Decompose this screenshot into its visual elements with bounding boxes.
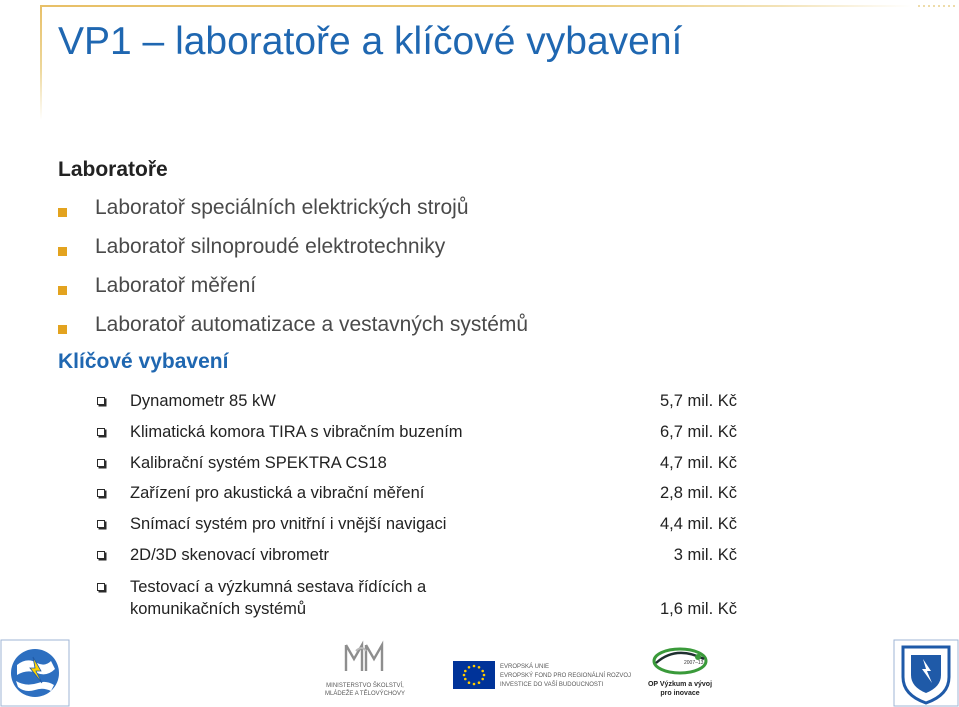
equipment-name: Klimatická komora TIRA s vibračním buzením [130, 423, 463, 441]
checkbox-bullet-icon [97, 583, 105, 591]
globe-logo-icon [0, 639, 70, 707]
equipment-name [130, 576, 426, 620]
equipment-price: 4,4 mil. Kč [659, 515, 737, 533]
checkbox-bullet-icon [97, 397, 105, 405]
equipment-name: 2D/3D skenovací vibrometr [130, 546, 329, 564]
lab-item [58, 196, 758, 226]
footer-logos [0, 637, 959, 707]
square-bullet-icon [58, 247, 67, 256]
square-bullet-icon [58, 286, 67, 295]
slide-title: VP1 – laboratoře a klíčové vybavení [58, 20, 683, 63]
equipment-name: Kalibrační systém SPEKTRA CS18 [130, 454, 387, 472]
msmt-logo-icon [318, 641, 413, 703]
op-vavpi-logo-icon [640, 641, 720, 703]
lab-item-label: Laboratoř silnoproudé elektrotechniky [95, 235, 446, 258]
square-bullet-icon [58, 325, 67, 334]
frame-top-dots [918, 5, 958, 7]
square-bullet-icon [58, 208, 67, 217]
equipment-name: Dynamometr 85 kW [130, 392, 276, 410]
equipment-name-line1: Testovací a výzkumná sestava řídících a [130, 578, 427, 596]
checkbox-bullet-icon [97, 551, 105, 559]
university-logo-icon [893, 639, 959, 707]
equipment-price: 4,7 mil. Kč [659, 454, 737, 472]
frame-top-line [40, 5, 912, 7]
checkbox-bullet-icon [97, 489, 105, 497]
eu-line1: EVROPSKÁ UNIE [500, 664, 550, 670]
lab-item-label: Laboratoř automatizace a vestavných systémů [95, 313, 529, 336]
equipment-price: 6,7 mil. Kč [659, 423, 737, 441]
checkbox-bullet-icon [97, 520, 105, 528]
eu-line3: INVESTICE DO VAŠÍ BUDOUCNOSTI [500, 682, 604, 688]
op-line2: pro inovace [660, 690, 700, 697]
eu-line2: EVROPSKÝ FOND PRO REGIONÁLNÍ ROZVOJ [500, 673, 632, 679]
msmt-line2: MLÁDEŽE A TĚLOVÝCHOVY [325, 691, 405, 697]
lab-item [58, 313, 758, 343]
checkbox-bullet-icon [97, 428, 105, 436]
labs-heading: Laboratoře [58, 158, 168, 181]
op-badge: 2007–13 [684, 660, 704, 666]
equipment-price: 3 mil. Kč [673, 546, 737, 564]
equipment-price: 5,7 mil. Kč [659, 392, 737, 410]
equipment-name: Snímací systém pro vnitřní i vnější navigaci [130, 515, 447, 533]
checkbox-bullet-icon [97, 459, 105, 467]
equipment-price: 1,6 mil. Kč [659, 600, 737, 618]
equipment-name-line2: komunikačních systémů [130, 600, 307, 618]
equipment-price: 2,8 mil. Kč [659, 484, 737, 502]
lab-item [58, 274, 758, 304]
frame-left-line [40, 5, 42, 120]
equipment-name: Zařízení pro akustická a vibrační měření [130, 484, 425, 502]
eu-logo-icon [453, 657, 632, 693]
lab-item [58, 235, 758, 265]
msmt-line1: MINISTERSTVO ŠKOLSTVÍ, [326, 683, 404, 689]
equipment-heading: Klíčové vybavení [58, 350, 229, 373]
lab-item-label: Laboratoř speciálních elektrických strojů [95, 196, 469, 219]
lab-item-label: Laboratoř měření [95, 274, 257, 297]
op-line1: OP Výzkum a vývoj [647, 681, 713, 688]
